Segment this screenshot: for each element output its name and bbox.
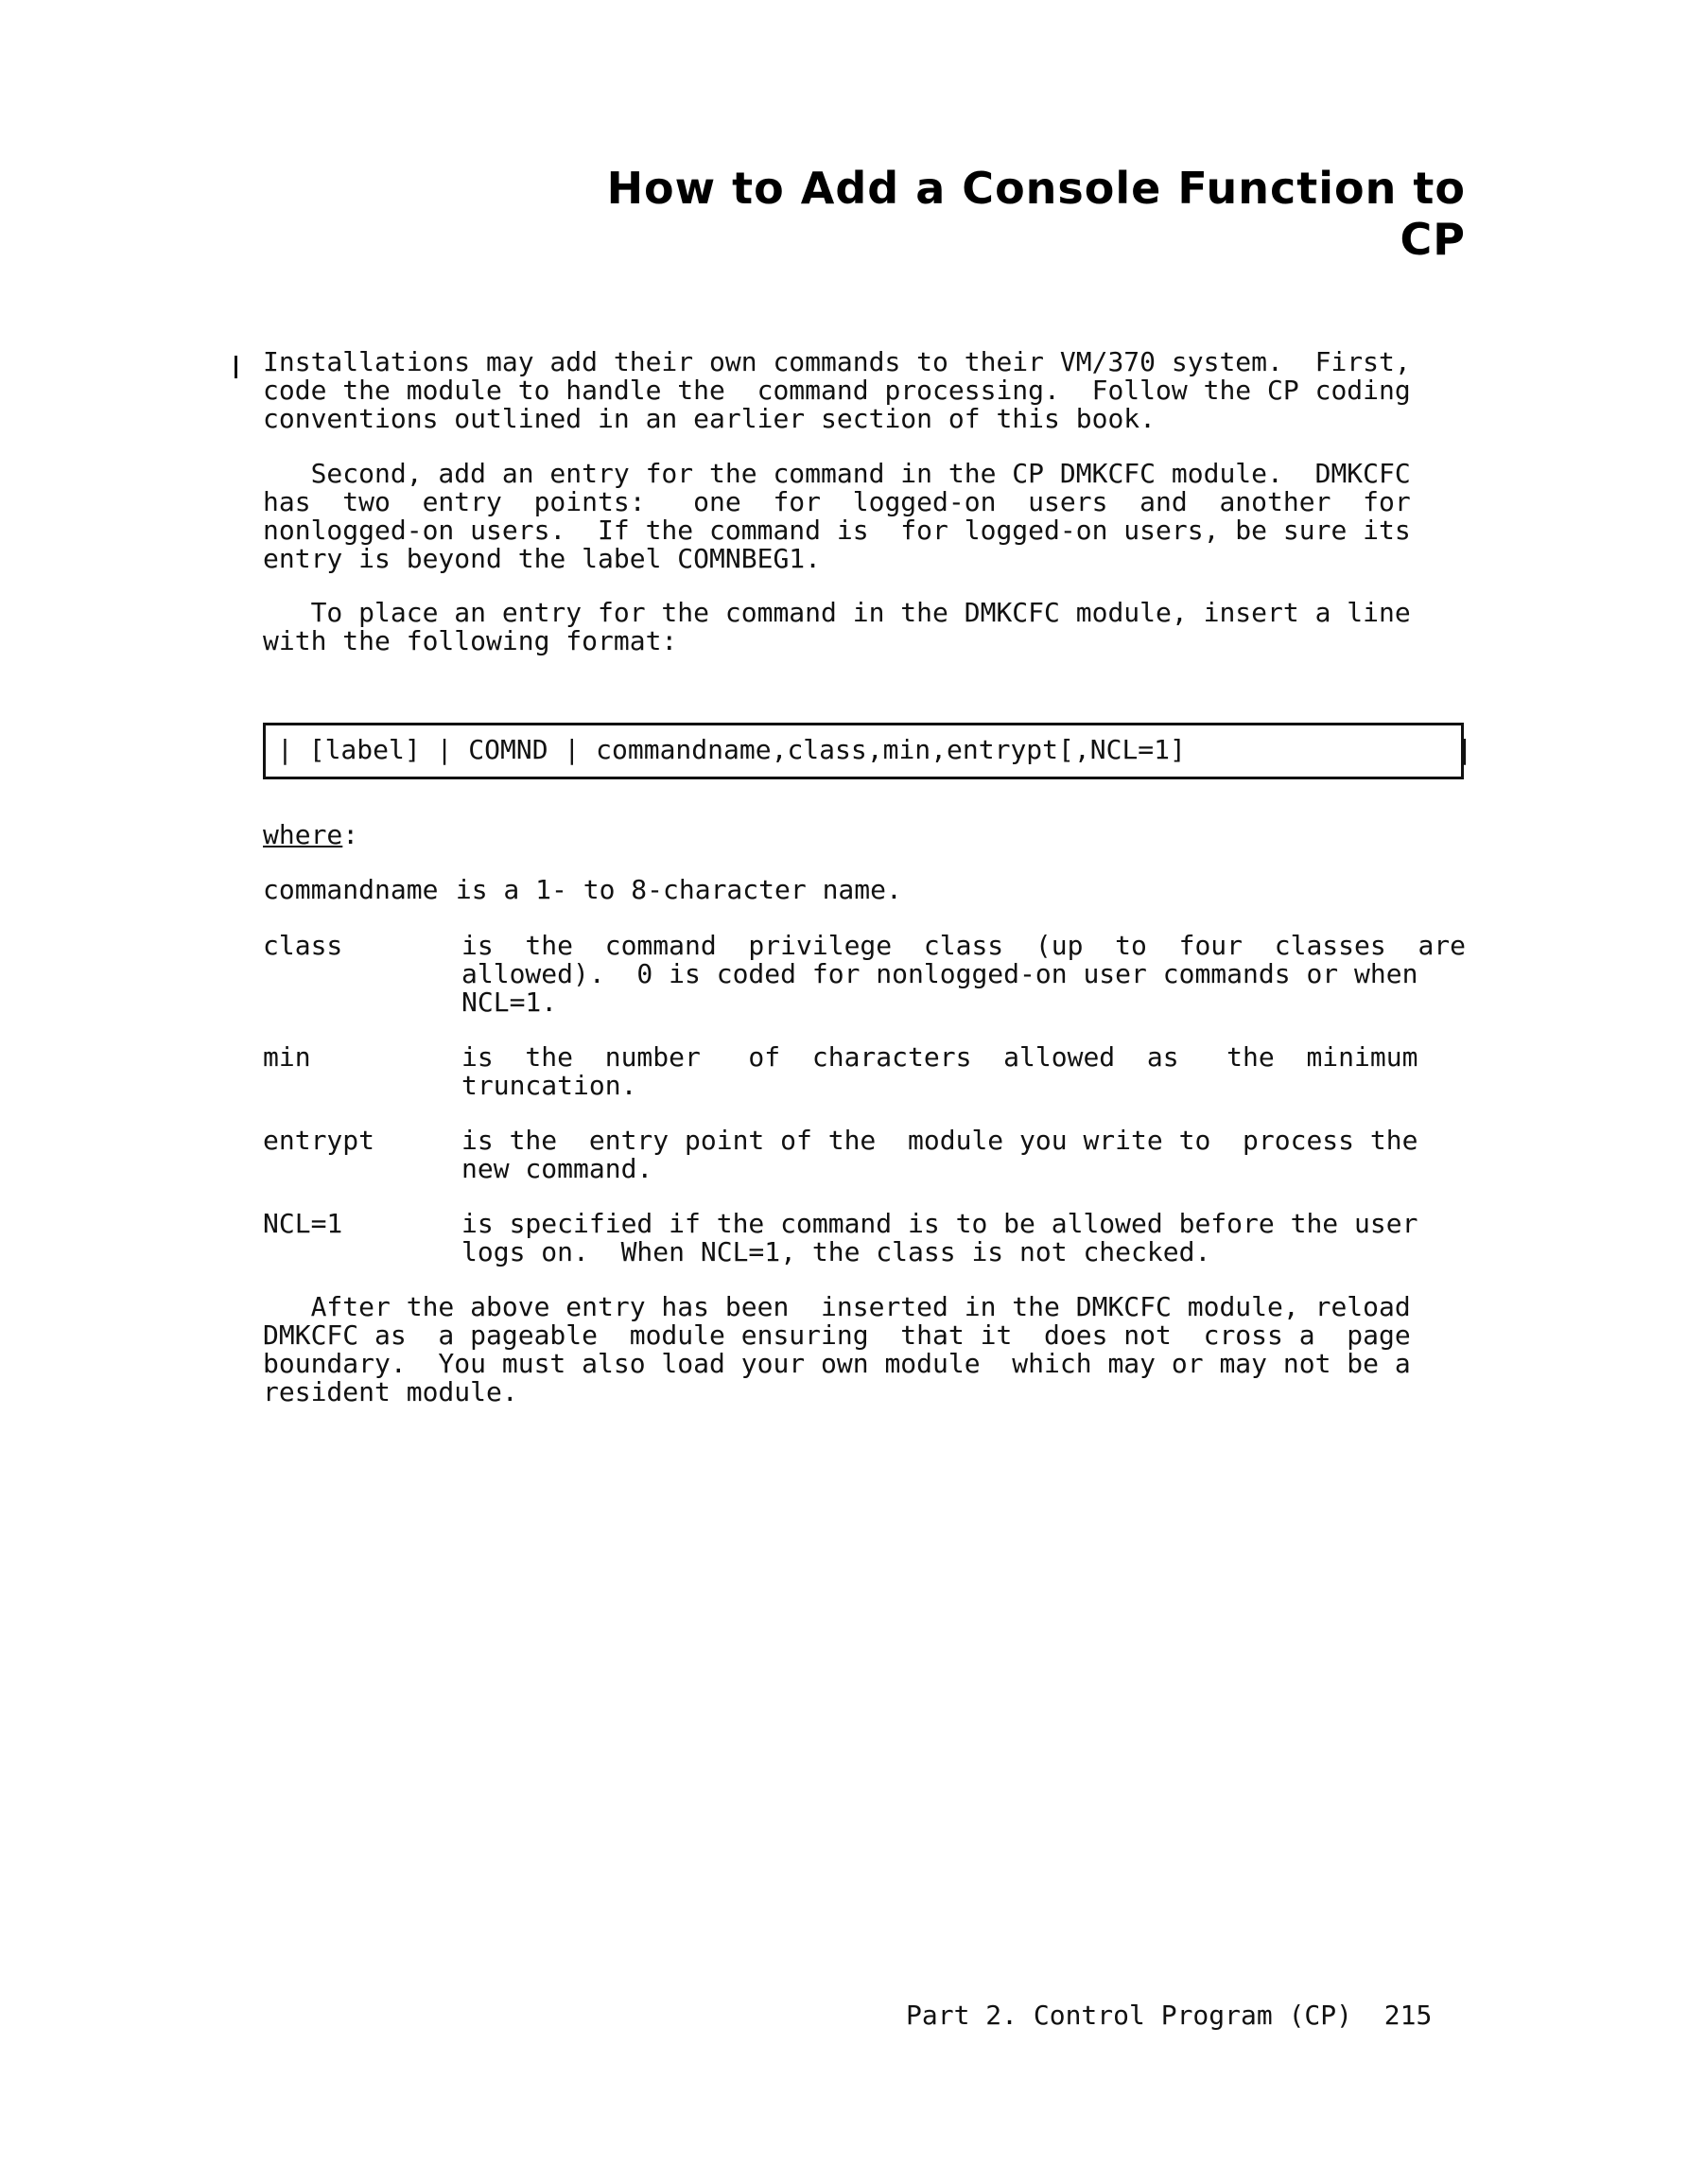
paragraph-dmkcfc-entry: Second, add an entry for the command in the CP DMKCFC module. DMKCFC has two entry points: one for logged-on users and another for nonlogged-on users. If the command is for logged-on users, be sure its entry is beyond the label COMNBEG1. bbox=[263, 458, 1411, 574]
definition-text-entrypt: is the entry point of the module you write to process the new command. bbox=[461, 1125, 1418, 1184]
definition-text-ncl: is specified if the command is to be allowed before the user logs on. When NCL=1, the class is not checked. bbox=[461, 1208, 1418, 1267]
revision-bar bbox=[235, 356, 237, 378]
where-label: where bbox=[263, 819, 343, 850]
paragraph-reload: After the above entry has been inserted in the DMKCFC module, reload DMKCFC as a pageable module ensuring that it does not cross a page boundary. You must also load your own module which may or may not be a resident module. bbox=[263, 1291, 1411, 1407]
definition-term-min: min bbox=[263, 1041, 311, 1073]
format-line: | [label] | COMND | commandname,class,min,entrypt[,NCL=1] | bbox=[277, 734, 1473, 765]
format-box bbox=[263, 723, 1473, 779]
definition-term-commandname: commandname bbox=[263, 874, 439, 905]
where-heading bbox=[263, 821, 358, 849]
where-colon: : bbox=[342, 819, 359, 850]
definition-term-entrypt: entrypt bbox=[263, 1125, 375, 1156]
page-footer: Part 2. Control Program (CP) 215 bbox=[906, 2000, 1433, 2031]
paragraph-intro: Installations may add their own commands to their VM/370 system. First, code the module to handle the command processing. Follow the CP coding conventions outlined in an earlier section of this book. bbox=[263, 346, 1411, 434]
paragraph-format-intro: To place an entry for the command in the DMKCFC module, insert a line with the following format: bbox=[263, 597, 1411, 656]
definition-text-commandname: is a 1- to 8-character name. bbox=[440, 874, 902, 905]
definition-term-class: class bbox=[263, 930, 343, 961]
definition-text-min: is the number of characters allowed as the minimum truncation. bbox=[461, 1041, 1418, 1101]
definition-term-ncl: NCL=1 bbox=[263, 1208, 343, 1239]
definition-text-class: is the command privilege class (up to four classes are allowed). 0 is coded for nonlogged-on user commands or when NCL=1. bbox=[461, 930, 1467, 1018]
page-title: How to Add a Console Function to CP bbox=[606, 163, 1466, 265]
